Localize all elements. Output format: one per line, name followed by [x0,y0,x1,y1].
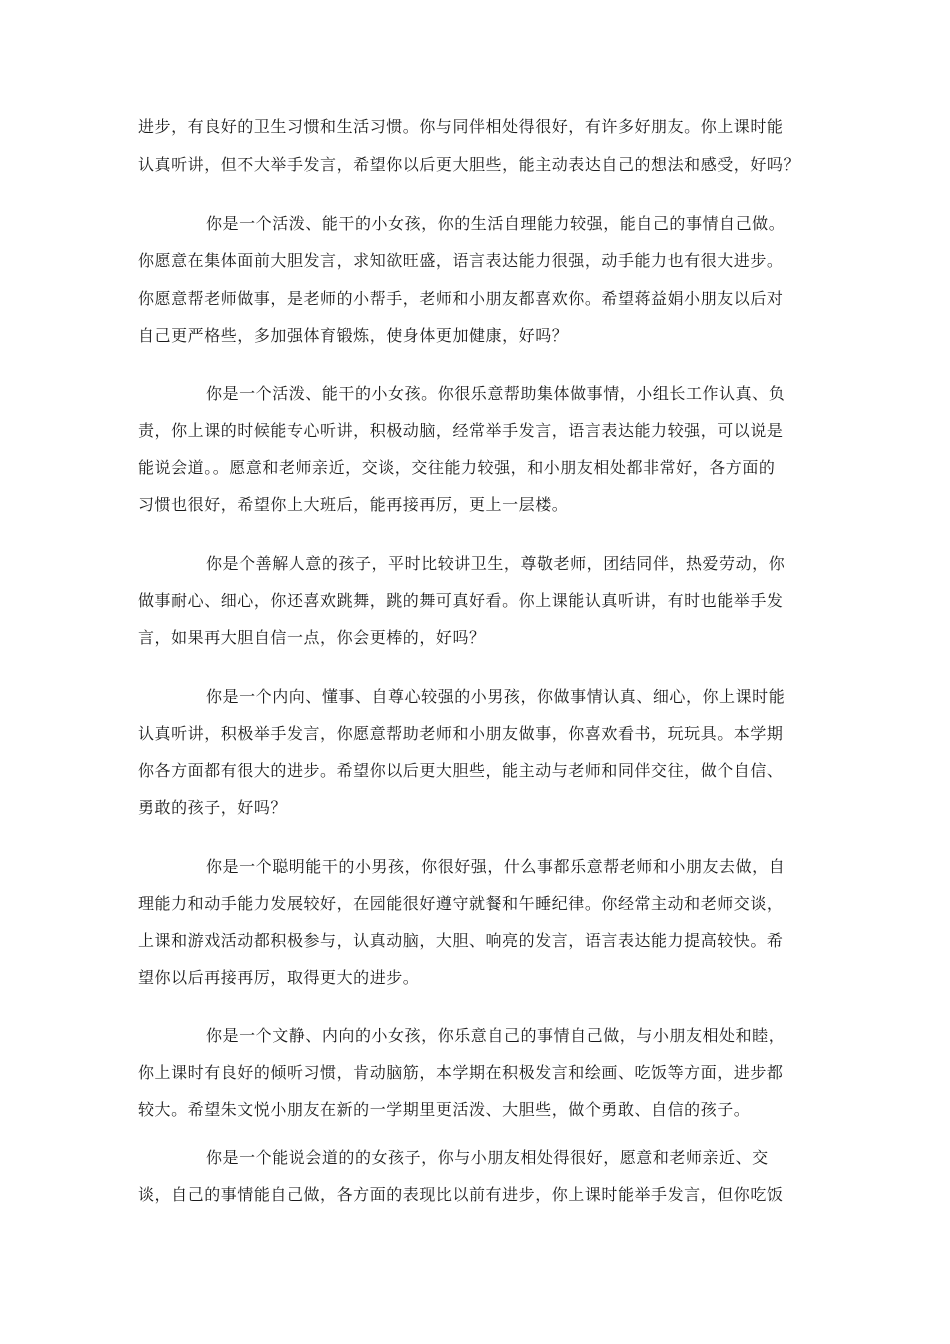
paragraph-first-line: 你是一个活泼、能干的小女孩，你的生活自理能力较强，能自己的事情自己做。 [206,214,786,233]
text-line: 勇敢的孩子，好吗？ [138,798,287,817]
text-line: 较大。希望朱文悦小朋友在新的一学期里更活泼、大胆些，做个勇敢、自信的孩子。 [138,1100,751,1119]
paragraph-first-line: 你是一个内向、懂事、自尊心较强的小男孩，你做事情认真、细心，你上课时能 [206,687,786,706]
text-line: 你愿意在集体面前大胆发言，求知欲旺盛，语言表达能力很强，动手能力也有很大进步。 [138,251,784,270]
paragraph-first-line: 你是一个活泼、能干的小女孩。你很乐意帮助集体做事情，小组长工作认真、负 [206,384,786,403]
paragraph-first-line: 你是个善解人意的孩子，平时比较讲卫生，尊敬老师，团结同伴，热爱劳动，你 [206,554,786,573]
text-line: 理能力和动手能力发展较好，在园能很好遵守就餐和午睡纪律。你经常主动和老师交谈， [138,894,784,913]
text-line: 习惯也很好，希望你上大班后，能再接再厉，更上一层楼。 [138,495,569,514]
text-line: 认真听讲，积极举手发言，你愿意帮助老师和小朋友做事，你喜欢看书，玩玩具。本学期 [138,724,784,743]
text-line: 望你以后再接再厉，取得更大的进步。 [138,968,420,987]
text-line: 你各方面都有很大的进步。希望你以后更大胆些，能主动与老师和同伴交往，做个自信、 [138,761,784,780]
text-line: 自己更严格些，多加强体育锻炼，使身体更加健康，好吗？ [138,326,569,345]
text-line: 做事耐心、细心，你还喜欢跳舞，跳的舞可真好看。你上课能认真听讲，有时也能举手发 [138,591,784,610]
text-line: 谈，自己的事情能自己做，各方面的表现比以前有进步，你上课时能举手发言，但你吃饭 [138,1185,784,1204]
text-line: 你上课时有良好的倾听习惯，肯动脑筋，本学期在积极发言和绘画、吃饭等方面，进步都 [138,1063,784,1082]
text-line: 上课和游戏活动都积极参与，认真动脑，大胆、响亮的发言，语言表达能力提高较快。希 [138,931,784,950]
paragraph-first-line: 你是一个聪明能干的小男孩，你很好强，什么事都乐意帮老师和小朋友去做，自 [206,857,786,876]
paragraph-first-line: 你是一个文静、内向的小女孩，你乐意自己的事情自己做，与小朋友相处和睦， [206,1026,786,1045]
text-line: 言，如果再大胆自信一点，你会更棒的，好吗？ [138,628,486,647]
text-line: 认真听讲，但不大举手发言，希望你以后更大胆些，能主动表达自己的想法和感受，好吗？ [138,155,801,174]
text-line: 责，你上课的时候能专心听讲，积极动脑，经常举手发言，语言表达能力较强，可以说是 [138,421,784,440]
text-line: 进步，有良好的卫生习惯和生活习惯。你与同伴相处得很好，有许多好朋友。你上课时能 [138,117,784,136]
text-line: 你愿意帮老师做事，是老师的小帮手，老师和小朋友都喜欢你。希望蒋益娟小朋友以后对 [138,289,784,308]
text-line: 能说会道。。愿意和老师亲近，交谈，交往能力较强，和小朋友相处都非常好，各方面的 [138,458,776,477]
paragraph-first-line: 你是一个能说会道的的女孩子，你与小朋友相处得很好，愿意和老师亲近、交 [206,1148,769,1167]
